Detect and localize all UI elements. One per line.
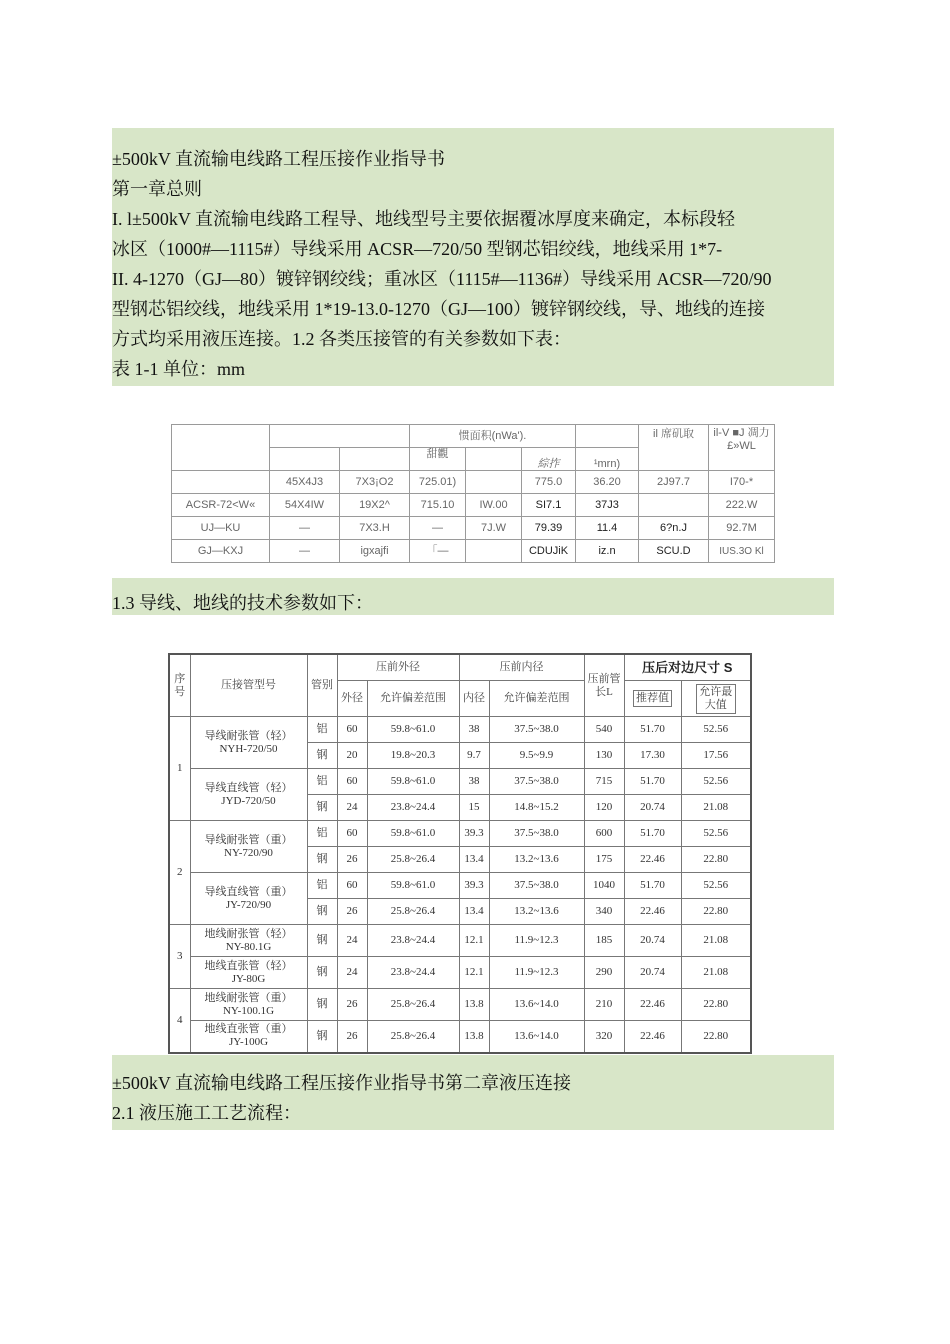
table-cell: 51.70 <box>624 873 681 899</box>
table-cell: 24 <box>337 795 367 821</box>
table-cell: 25.8~26.4 <box>367 847 459 873</box>
table-cell: 59.8~61.0 <box>367 717 459 743</box>
tube-model: 导线直线管（轻）JYD-720/50 <box>190 769 307 821</box>
group-seq: 2 <box>169 821 190 925</box>
table-cell: 13.6~14.0 <box>489 1021 584 1053</box>
table-cell: 17.56 <box>681 743 751 769</box>
table-cell: 715 <box>584 769 624 795</box>
table-cell: 钢 <box>307 899 337 925</box>
table-cell: 13.4 <box>459 847 489 873</box>
table-cell: 铝 <box>307 769 337 795</box>
intro-text <box>112 144 772 384</box>
table-cell: 130 <box>584 743 624 769</box>
table-cell: 铝 <box>307 717 337 743</box>
t1-h-corner <box>172 425 270 471</box>
table-cell: 540 <box>584 717 624 743</box>
table-row <box>169 989 751 1021</box>
table-cell: 钢 <box>307 957 337 989</box>
table-cell: iz.n <box>576 540 639 563</box>
table-cell: 37.5~38.0 <box>489 717 584 743</box>
table-cell: 14.8~15.2 <box>489 795 584 821</box>
t2-h-seq: 序号 <box>169 654 190 717</box>
chapter2-line: 2.1 液压施工工艺流程： <box>112 1103 301 1123</box>
table-cell: 11.9~12.3 <box>489 957 584 989</box>
table-cell: 26 <box>337 989 367 1021</box>
pipe-parameter-table <box>171 424 775 563</box>
t1-h2-e: 綜拃 <box>522 448 576 471</box>
table-cell: 钢 <box>307 925 337 957</box>
tech-params-heading-block <box>112 578 834 615</box>
tube-model: 地线耐张管（重）NY-100.1G <box>190 989 307 1021</box>
table-cell <box>172 471 270 494</box>
table-cell: 600 <box>584 821 624 847</box>
table-cell: 92.7M <box>709 517 775 540</box>
table-cell: 45X4J3 <box>270 471 340 494</box>
table-cell <box>466 540 522 563</box>
t1-h2-f: ¹mrn) <box>576 448 639 471</box>
table-cell <box>466 471 522 494</box>
intro-line: 第一章总则 <box>112 179 202 199</box>
table-cell: 37.5~38.0 <box>489 821 584 847</box>
table-cell: 7X3¡O2 <box>340 471 410 494</box>
table-cell: 铝 <box>307 821 337 847</box>
intro-section <box>112 128 834 386</box>
tube-model: 导线耐张管（轻）NYH-720/50 <box>190 717 307 769</box>
table-cell: 37.5~38.0 <box>489 873 584 899</box>
table-row <box>169 821 751 847</box>
table-cell: 24 <box>337 957 367 989</box>
intro-line: I. l±500kV 直流输电线路工程导、地线型号主要依据覆冰厚度来确定，本标段轻 <box>112 209 736 229</box>
t2-h-inner: 压前内径 <box>459 654 584 681</box>
table-cell: 39.3 <box>459 873 489 899</box>
t1-h-area: 惯面积(nWa'). <box>410 425 576 448</box>
t2-h-id-tol: 允许偏差范围 <box>489 681 584 717</box>
table-cell: 2J97.7 <box>639 471 709 494</box>
table-cell: — <box>270 540 340 563</box>
table-row <box>169 957 751 989</box>
table-cell: 25.8~26.4 <box>367 989 459 1021</box>
t1-body <box>172 471 775 563</box>
t1-h-blank2 <box>576 425 639 448</box>
table-cell: 钢 <box>307 1021 337 1053</box>
table-cell: 25.8~26.4 <box>367 1021 459 1053</box>
table-cell: 290 <box>584 957 624 989</box>
table-cell: — <box>270 517 340 540</box>
t2-h-outer: 压前外径 <box>337 654 459 681</box>
table-cell: 60 <box>337 821 367 847</box>
t1-h-col9: il-V ■J 凋力 £»WL <box>709 425 775 471</box>
table-cell: 13.4 <box>459 899 489 925</box>
t2-h-after: 压后对边尺寸 S <box>624 654 751 681</box>
t2-body <box>169 717 751 1053</box>
table-row <box>169 873 751 899</box>
intro-line: II. 4-1270（GJ—80）镀锌钢绞线；重冰区（1115#—1136#）导线采用 ACSR—720/90 <box>112 269 772 289</box>
table-cell: 22.46 <box>624 847 681 873</box>
table-cell: 6?n.J <box>639 517 709 540</box>
table-cell: 222.W <box>709 494 775 517</box>
table-cell: 26 <box>337 899 367 925</box>
intro-line: 冰区（1000#—1115#）导线采用 ACSR—720/50 型钢芯铝绞线，地线采用 1*7- <box>112 239 723 259</box>
table-cell: 52.56 <box>681 873 751 899</box>
table-cell: 12.1 <box>459 925 489 957</box>
table-cell: 715.10 <box>410 494 466 517</box>
table-row <box>172 517 775 540</box>
table-cell: 22.80 <box>681 989 751 1021</box>
group-seq: 4 <box>169 989 190 1053</box>
table-cell: 7X3.H <box>340 517 410 540</box>
table-cell: 340 <box>584 899 624 925</box>
table-cell: 59.8~61.0 <box>367 821 459 847</box>
table-cell: 54X4IW <box>270 494 340 517</box>
table-cell: 9.5~9.9 <box>489 743 584 769</box>
t1-h2-d <box>466 448 522 471</box>
table-cell: — <box>410 517 466 540</box>
table-cell: 19.8~20.3 <box>367 743 459 769</box>
table-row <box>172 540 775 563</box>
table-cell: 60 <box>337 769 367 795</box>
table-cell: 1040 <box>584 873 624 899</box>
table-cell: 210 <box>584 989 624 1021</box>
table-cell: 24 <box>337 925 367 957</box>
table-cell: 52.56 <box>681 769 751 795</box>
table-cell: 39.3 <box>459 821 489 847</box>
table-cell: 22.46 <box>624 899 681 925</box>
table-cell: 25.8~26.4 <box>367 899 459 925</box>
table-cell: 59.8~61.0 <box>367 769 459 795</box>
table-row <box>169 717 751 743</box>
table-cell: 51.70 <box>624 821 681 847</box>
t1-h-col8: il 席矶取 <box>639 425 709 471</box>
table-cell: 钢 <box>307 989 337 1021</box>
table-cell: 21.08 <box>681 795 751 821</box>
t2-h-kind: 管别 <box>307 654 337 717</box>
tube-model: 地线耐张管（轻）NY-80.1G <box>190 925 307 957</box>
table-cell: UJ—KU <box>172 517 270 540</box>
t1-h2-a <box>270 448 340 471</box>
t2-h-rec: 推荐值 <box>624 681 681 717</box>
table-cell: igxajfi <box>340 540 410 563</box>
group-seq: 1 <box>169 717 190 821</box>
table-cell: SCU.D <box>639 540 709 563</box>
t2-h-od-tol: 允许偏差范围 <box>367 681 459 717</box>
table-cell: 175 <box>584 847 624 873</box>
table-row <box>169 1021 751 1053</box>
table-cell: 20.74 <box>624 925 681 957</box>
table-cell: 37J3 <box>576 494 639 517</box>
table-cell: SI7.1 <box>522 494 576 517</box>
t2-h-len: 压前管长L <box>584 654 624 717</box>
table-cell: 22.80 <box>681 847 751 873</box>
table-cell: 23.8~24.4 <box>367 795 459 821</box>
table-cell: 185 <box>584 925 624 957</box>
table-cell: 20.74 <box>624 957 681 989</box>
table-row <box>172 494 775 517</box>
table-cell: 38 <box>459 769 489 795</box>
table-cell: 36.20 <box>576 471 639 494</box>
table-cell: 21.08 <box>681 925 751 957</box>
table-cell: 钢 <box>307 847 337 873</box>
table-cell: ACSR-72<W« <box>172 494 270 517</box>
chapter2-section <box>112 1055 834 1130</box>
table-cell: 23.8~24.4 <box>367 925 459 957</box>
table-cell: 23.8~24.4 <box>367 957 459 989</box>
table-cell: GJ—KXJ <box>172 540 270 563</box>
intro-line: 型钢芯铝绞线，地线采用 1*19-13.0-1270（GJ—100）镀锌钢绞线，导、地线的连接 <box>112 299 765 319</box>
t1-h2-b <box>340 448 410 471</box>
table-cell: 22.80 <box>681 1021 751 1053</box>
table-cell: 26 <box>337 847 367 873</box>
table-cell: 51.70 <box>624 717 681 743</box>
table-cell: 22.46 <box>624 989 681 1021</box>
table-cell: 22.46 <box>624 1021 681 1053</box>
t2-h-id: 内径 <box>459 681 489 717</box>
table-cell: 51.70 <box>624 769 681 795</box>
table-cell: 15 <box>459 795 489 821</box>
table-cell: 120 <box>584 795 624 821</box>
table-cell: 9.7 <box>459 743 489 769</box>
table-cell: 52.56 <box>681 717 751 743</box>
table-cell: 钢 <box>307 795 337 821</box>
table-cell: 59.8~61.0 <box>367 873 459 899</box>
table-row <box>169 769 751 795</box>
table-row <box>172 471 775 494</box>
table-cell: 13.8 <box>459 1021 489 1053</box>
table-cell: 37.5~38.0 <box>489 769 584 795</box>
table-cell: 7J.W <box>466 517 522 540</box>
table-cell <box>639 494 709 517</box>
table-cell: IUS.3O Kl <box>709 540 775 563</box>
table-cell: 12.1 <box>459 957 489 989</box>
table-cell: 79.39 <box>522 517 576 540</box>
table-cell: 52.56 <box>681 821 751 847</box>
chapter2-line: ±500kV 直流输电线路工程压接作业指导书第二章液压连接 <box>112 1073 572 1093</box>
table-cell: 钢 <box>307 743 337 769</box>
t1-h2-c: 甜觀 <box>410 448 466 471</box>
table-cell: 铝 <box>307 873 337 899</box>
table-cell: CDUJiK <box>522 540 576 563</box>
table-cell: IW.00 <box>466 494 522 517</box>
table-cell: 13.6~14.0 <box>489 989 584 1021</box>
tube-model: 地线直张管（轻）JY-80G <box>190 957 307 989</box>
table-cell: 13.8 <box>459 989 489 1021</box>
t2-h-type: 压接管型号 <box>190 654 307 717</box>
tech-params-heading: 1.3 导线、地线的技术参数如下： <box>112 593 373 613</box>
group-seq: 3 <box>169 925 190 989</box>
tube-model: 导线直线管（重）JY-720/90 <box>190 873 307 925</box>
table-cell: 13.2~13.6 <box>489 899 584 925</box>
table-row <box>169 925 751 957</box>
intro-line: ±500kV 直流输电线路工程压接作业指导书 <box>112 149 446 169</box>
table-cell: 38 <box>459 717 489 743</box>
t2-h-od: 外径 <box>337 681 367 717</box>
tube-model: 地线直张管（重）JY-100G <box>190 1021 307 1053</box>
chapter2-text <box>112 1068 571 1128</box>
table-cell: 26 <box>337 1021 367 1053</box>
tube-model: 导线耐张管（重）NY-720/90 <box>190 821 307 873</box>
table-cell: 21.08 <box>681 957 751 989</box>
table-cell: 60 <box>337 873 367 899</box>
table-cell: 17.30 <box>624 743 681 769</box>
table-cell: 「— <box>410 540 466 563</box>
table-cell: 320 <box>584 1021 624 1053</box>
table-cell: 60 <box>337 717 367 743</box>
table-cell: 19X2^ <box>340 494 410 517</box>
table-cell: I70-* <box>709 471 775 494</box>
table-cell: 22.80 <box>681 899 751 925</box>
table-cell: 775.0 <box>522 471 576 494</box>
table-cell: 725.01) <box>410 471 466 494</box>
t2-h-max: 允许最大值 <box>681 681 751 717</box>
table-cell: 11.4 <box>576 517 639 540</box>
compression-tube-table <box>168 653 752 1054</box>
intro-line: 方式均采用液压连接。1.2 各类压接管的有关参数如下表： <box>112 329 571 349</box>
intro-line: 表 1-1 单位：mm <box>112 359 245 379</box>
table-cell: 20.74 <box>624 795 681 821</box>
table-cell: 11.9~12.3 <box>489 925 584 957</box>
table-cell: 20 <box>337 743 367 769</box>
table-cell: 13.2~13.6 <box>489 847 584 873</box>
t1-h-blank <box>270 425 410 448</box>
